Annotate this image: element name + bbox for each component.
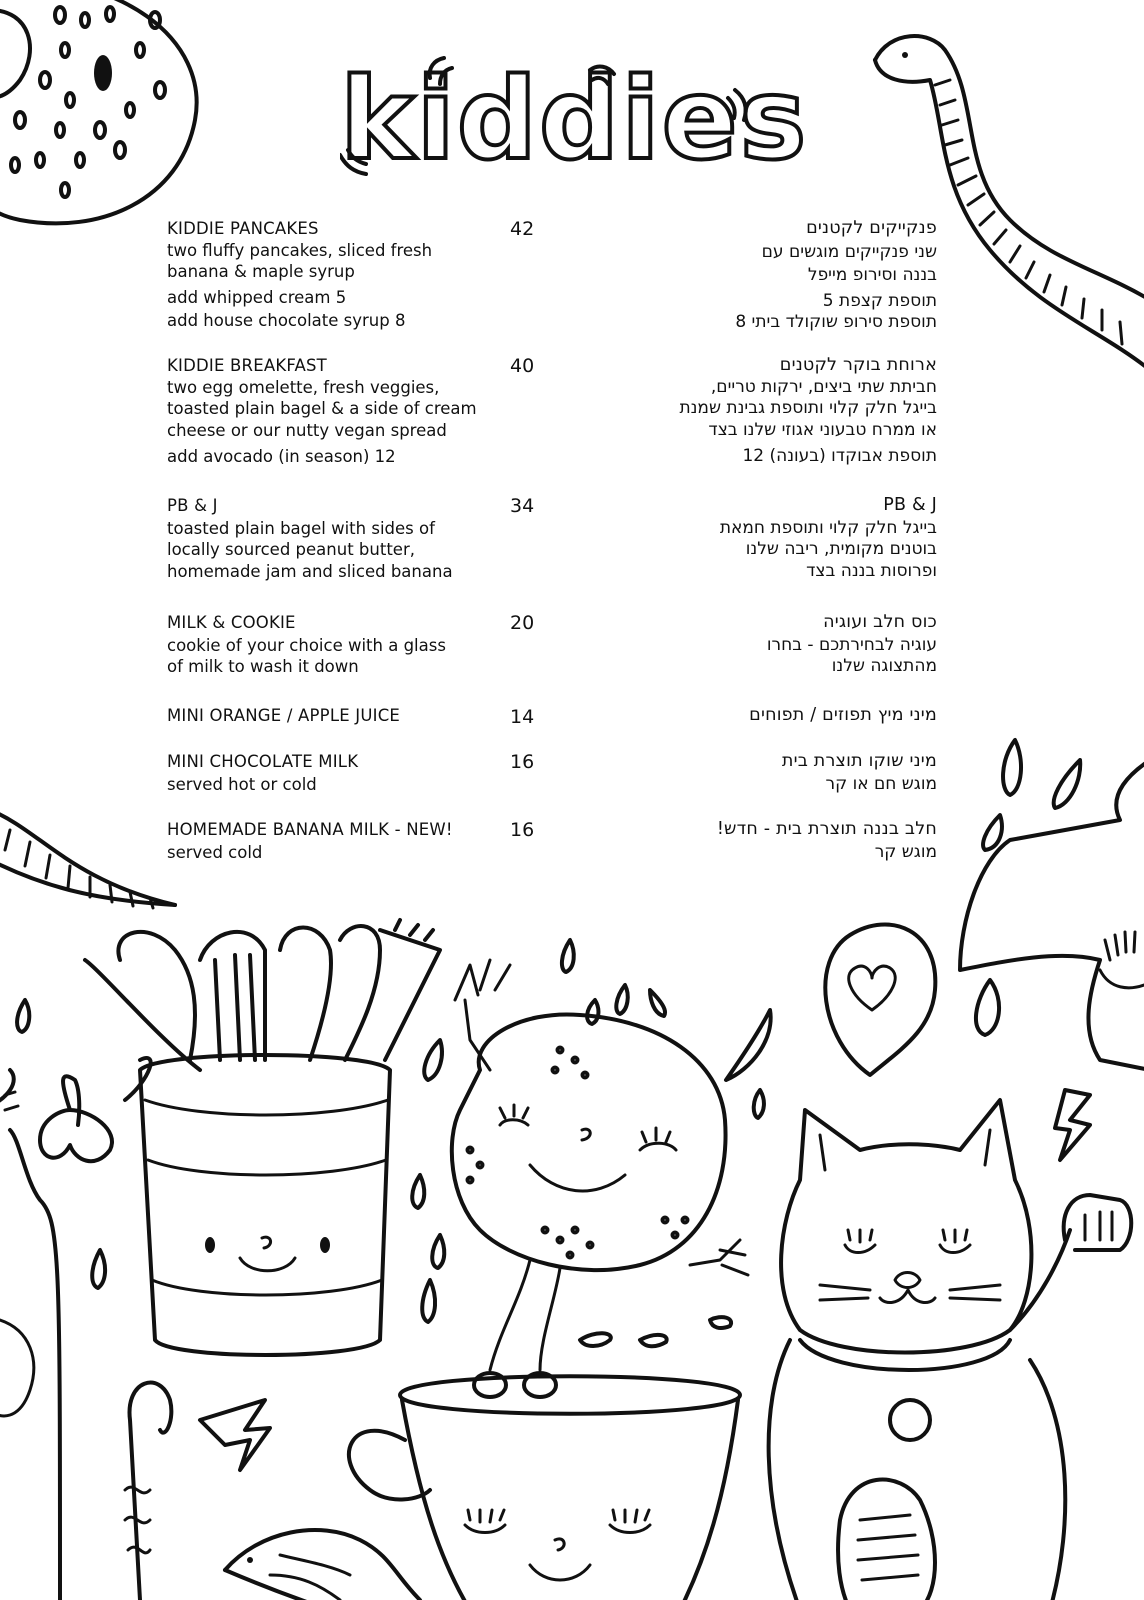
item-desc-he: שני פנקייקים מוגשים עם [761,241,937,262]
item-hebrew [617,819,937,863]
item-english [167,705,477,727]
item-desc-he: מוגש קר [874,841,937,862]
item-name-en: KIDDIE BREAKFAST [167,356,327,375]
item-name-he: כוס חלב ועוגיה [823,612,937,632]
item-desc-he: בוטנים מקומית, ריבה שלנו [745,539,937,559]
heart-bubble-icon [825,924,935,1075]
item-desc-en: locally sourced peanut butter, [167,540,415,559]
item-name-en: MINI CHOCOLATE MILK [167,752,359,771]
item-desc-en: toasted plain bagel & a side of cream [167,399,477,418]
item-name-he: ארוחת בוקר לקטנים [779,355,937,375]
item-price: 40 [510,355,535,377]
item-name-en: PB & J [167,496,218,515]
item-addon-en: add whipped cream 5 [167,287,347,307]
item-name-en: MILK & COOKIE [167,613,296,632]
item-desc-he: מוגש חם או קר [825,773,937,794]
item-name-he: PB & J [883,495,937,515]
item-english [167,751,477,795]
item-price: 16 [510,819,535,841]
item-desc-he: או ממרח טבעוני אגוזי שלנו בצד [708,419,937,440]
item-desc-he: עוגיה לבחירתכם - בחרו [766,634,937,655]
item-price: 20 [510,612,535,634]
item-desc-en: served cold [167,842,263,862]
item-price: 42 [510,218,535,240]
item-desc-en: cookie of your choice with a glass [167,635,446,655]
lucky-cat-icon [769,1100,1132,1600]
logo-rays-icon [340,50,809,190]
item-desc-en: two fluffy pancakes, sliced fresh [167,240,433,260]
item-hebrew [617,495,937,582]
item-addon-en: add avocado (in season) 12 [167,447,396,466]
item-price: 14 [510,706,535,728]
item-addon-he: תוספת קצפת 5 [822,290,937,311]
item-desc-en: two egg omelette, fresh veggies, [167,377,440,397]
item-english [167,218,477,332]
item-name-he: מיני מיץ תפוזים / תפוחים [749,705,937,725]
item-hebrew [617,612,937,678]
item-price: 34 [510,495,535,517]
item-desc-he: מהתצוגה שלנו [831,656,937,676]
item-desc-en: cheese or our nutty vegan spread [167,420,447,440]
item-hebrew [617,218,937,334]
bottle-icon [0,1070,60,1600]
item-hebrew [617,751,937,795]
worm-icon [0,810,175,908]
item-english [167,612,477,678]
item-name-en: KIDDIE PANCAKES [167,219,319,238]
item-desc-he: בייגל חלק קלוי ותוספת חמאת [719,517,937,538]
item-desc-he: בננה וסירופ מייפל [807,265,937,285]
item-desc-he: ופרוסות בננה בצד [806,560,937,581]
item-name-en: HOMEMADE BANANA MILK - NEW! [167,820,453,839]
item-desc-en: of milk to wash it down [167,657,359,676]
brand-logo: kiddies [340,55,809,185]
item-name-he: פנקייקים לקטנים [806,218,937,238]
item-desc-en: toasted plain bagel with sides of [167,518,435,538]
item-addon-he: תוספת סירופ שוקולד ביתי 8 [735,312,937,332]
leaf-shapes [40,980,999,1161]
cutlery-cup-icon [85,920,440,1355]
milk-jug-icon [960,760,1144,1070]
item-price: 16 [510,751,535,773]
item-desc-he: חביתת שתי ביצים, ירקות טריים, [710,376,937,397]
item-desc-en: homemade jam and sliced banana [167,561,453,581]
fish-icon [225,1530,420,1600]
item-english [167,355,477,468]
candy-cane-icon [125,1383,171,1600]
item-english [167,495,477,582]
item-name-en: MINI ORANGE / APPLE JUICE [167,706,401,725]
item-desc-en: banana & maple syrup [167,262,355,281]
item-desc-he: בייגל חלק קלוי ותוספת גבינת שמנת [679,398,937,418]
item-name-he: מיני שוקו תוצרת בית [781,751,937,771]
item-hebrew [617,355,937,468]
teacup-icon [349,1376,740,1600]
bagel-icon [0,0,197,223]
item-hebrew [617,705,937,727]
item-english [167,819,477,863]
item-desc-en: served hot or cold [167,774,317,794]
item-addon-he: תוספת אבוקדו (בעונה) 12 [742,446,937,466]
item-addon-en: add house chocolate syrup 8 [167,311,406,330]
item-name-he: חלב בננה תוצרת בית - חדש! [716,819,937,839]
